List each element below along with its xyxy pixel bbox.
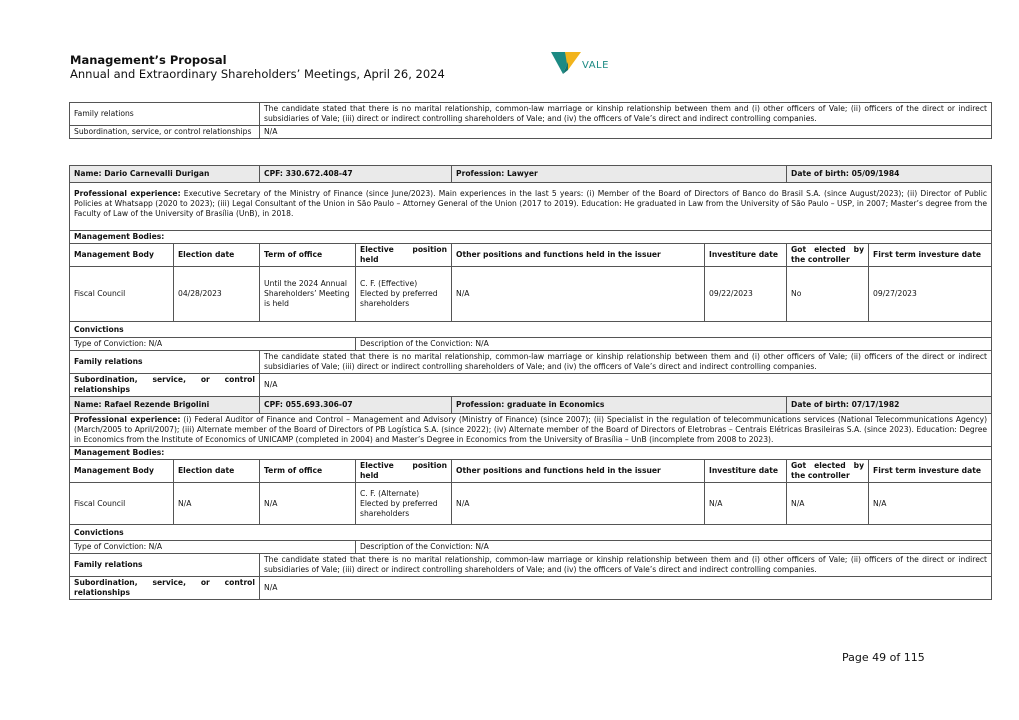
- col-elective-position: Elective position held: [356, 244, 452, 267]
- experience-text: Executive Secretary of the Ministry of Finance (since June/2023). Main experiences in the last 5 years: (i) Member of the Board of Directors of Banco do Brasil S.A. (since August/2023); (ii) Director of Public Policies at Whatsapp (2020 to 2023); (iii) Legal Consultant of the Union in São Paulo – Attorney General of the Union (2017 to 2019). Education: He graduated in Law from the University of São Paulo – USP, in 2007; Master’s degree from the Faculty of Law of the University of Brasília (UnB), in 2018.: [74, 189, 988, 218]
- col-term-of-office: Term of office: [260, 460, 356, 483]
- cell-term-of-office: N/A: [260, 483, 356, 525]
- family-relations-text: The candidate stated that there is no marital relationship, common-law marriage or kinship relationship between them and (i) other officers of Vale; (ii) officers of the direct or indirect subsidiaries of Vale; (iii) direct or indirect controlling shareholders of Vale; and (iv) the officers of Vale’s direct and indirect controlling companies.: [260, 103, 992, 126]
- table-row: [70, 103, 992, 126]
- col-election-date: Election date: [174, 460, 260, 483]
- experience-label: Professional experience:: [74, 415, 181, 424]
- col-first-term-date: First term investure date: [869, 460, 992, 483]
- cell-management-body: Fiscal Council: [70, 267, 174, 322]
- previous-candidate-table: [69, 102, 992, 139]
- convictions-row: [70, 322, 992, 338]
- document-header: [70, 53, 445, 81]
- subordination-value: N/A: [260, 126, 992, 139]
- candidate-name: Name: Dario Carnevalli Durigan: [70, 166, 260, 183]
- cell-election-date: 04/28/2023: [174, 267, 260, 322]
- candidate-dob: Date of birth: 05/09/1984: [787, 166, 992, 183]
- management-bodies-row: [70, 231, 992, 244]
- col-first-term-date: First term investure date: [869, 244, 992, 267]
- experience-row: [70, 414, 992, 447]
- convictions-label: Convictions: [70, 322, 992, 338]
- family-relations-row: [70, 554, 992, 577]
- candidate-header-row: [70, 397, 992, 414]
- cell-investiture-date: N/A: [705, 483, 787, 525]
- col-management-body: Management Body: [70, 244, 174, 267]
- candidate-cpf: CPF: 055.693.306-07: [260, 397, 452, 414]
- conviction-detail-row: [70, 338, 992, 351]
- management-bodies-row: [70, 447, 992, 460]
- table-row: [70, 267, 992, 322]
- management-bodies-label: Management Bodies:: [70, 447, 992, 460]
- convictions-label: Convictions: [70, 525, 992, 541]
- logo-text: VALE: [582, 60, 609, 71]
- conviction-description: Description of the Conviction: N/A: [356, 541, 992, 554]
- col-other-positions: Other positions and functions held in the issuer: [452, 244, 705, 267]
- subordination-label: Subordination, service, or control relationships: [70, 126, 260, 139]
- col-term-of-office: Term of office: [260, 244, 356, 267]
- cell-first-term-date: N/A: [869, 483, 992, 525]
- col-elected-by-controller: Got elected by the controller: [787, 460, 869, 483]
- document-subtitle: Annual and Extraordinary Shareholders’ Meetings, April 26, 2024: [70, 67, 445, 81]
- col-elected-by-controller: Got elected by the controller: [787, 244, 869, 267]
- management-bodies-label: Management Bodies:: [70, 231, 992, 244]
- family-relations-label: Family relations: [70, 351, 260, 374]
- col-other-positions: Other positions and functions held in the issuer: [452, 460, 705, 483]
- candidate-profession: Profession: graduate in Economics: [452, 397, 787, 414]
- candidate-cpf: CPF: 330.672.408-47: [260, 166, 452, 183]
- col-elective-position: Elective position held: [356, 460, 452, 483]
- cell-elective-position: C. F. (Alternate) Elected by preferred shareholders: [356, 483, 452, 525]
- vale-logo-icon: [551, 50, 581, 76]
- cell-management-body: Fiscal Council: [70, 483, 174, 525]
- cell-investiture-date: 09/22/2023: [705, 267, 787, 322]
- columns-header-row: [70, 460, 992, 483]
- document-title: Management’s Proposal: [70, 53, 227, 67]
- convictions-row: [70, 525, 992, 541]
- conviction-type: Type of Conviction: N/A: [70, 338, 356, 351]
- col-management-body: Management Body: [70, 460, 174, 483]
- candidate-header-row: [70, 166, 992, 183]
- family-relations-label: Family relations: [70, 554, 260, 577]
- candidate-dob: Date of birth: 07/17/1982: [787, 397, 992, 414]
- family-relations-label: Family relations: [70, 103, 260, 126]
- conviction-description: Description of the Conviction: N/A: [356, 338, 992, 351]
- subordination-value: N/A: [260, 374, 992, 397]
- col-investiture-date: Investiture date: [705, 460, 787, 483]
- professional-experience: [70, 183, 992, 231]
- table-row: [70, 483, 992, 525]
- cell-other-positions: N/A: [452, 483, 705, 525]
- cell-elective-position: C. F. (Effective) Elected by preferred shareholders: [356, 267, 452, 322]
- candidate-name: Name: Rafael Rezende Brigolini: [70, 397, 260, 414]
- columns-header-row: [70, 244, 992, 267]
- cell-other-positions: N/A: [452, 267, 705, 322]
- subordination-row: [70, 577, 992, 600]
- cell-term-of-office: Until the 2024 Annual Shareholders’ Meeting is held: [260, 267, 356, 322]
- candidate-profession: Profession: Lawyer: [452, 166, 787, 183]
- experience-label: Professional experience:: [74, 189, 181, 198]
- family-relations-text: The candidate stated that there is no marital relationship, common-law marriage or kinship relationship between them and (i) other officers of Vale; (ii) officers of the direct or indirect subsidiaries of Vale; (iii) direct or indirect controlling shareholders of Vale; and (iv) the officers of Vale’s direct and indirect controlling companies.: [260, 351, 992, 374]
- candidates-table: [69, 165, 992, 600]
- cell-first-term-date: 09/27/2023: [869, 267, 992, 322]
- conviction-detail-row: [70, 541, 992, 554]
- cell-elected-by-controller: No: [787, 267, 869, 322]
- subordination-label: Subordination, service, or control relationships: [70, 374, 260, 397]
- experience-row: [70, 183, 992, 231]
- cell-elected-by-controller: N/A: [787, 483, 869, 525]
- family-relations-text: The candidate stated that there is no marital relationship, common-law marriage or kinship relationship between them and (i) other officers of Vale; (ii) officers of the direct or indirect subsidiaries of Vale; (iii) direct or indirect controlling shareholders of Vale; and (iv) the officers of Vale’s direct and indirect controlling companies.: [260, 554, 992, 577]
- professional-experience: [70, 414, 992, 447]
- subordination-value: N/A: [260, 577, 992, 600]
- page-number: Page 49 of 115: [842, 651, 925, 664]
- table-row: [70, 126, 992, 139]
- col-investiture-date: Investiture date: [705, 244, 787, 267]
- cell-election-date: N/A: [174, 483, 260, 525]
- vale-logo: [551, 50, 621, 80]
- experience-text: (i) Federal Auditor of Finance and Control – Management and Advisory (Ministry of Finance) (since 2007); (ii) Specialist in the regulation of telecommunications services (National Telecommunications Agency) (March/2005 to April/2007); (iii) Alternate member of the Board of Directors of PB Logística S.A. (since 2022); (iv) Alternate member of the Board of Directors of Eletrobras – Centrais Elétricas Brasileiras S.A. (since 2023). Education: Degree in Economics from the Institute of Economics of UNICAMP (completed in 2004) and Master’s Degree in Economics from the University of Brasília – UnB (incomplete from 2008 to 2023).: [74, 415, 988, 444]
- col-election-date: Election date: [174, 244, 260, 267]
- subordination-label: Subordination, service, or control relationships: [70, 577, 260, 600]
- family-relations-row: [70, 351, 992, 374]
- conviction-type: Type of Conviction: N/A: [70, 541, 356, 554]
- subordination-row: [70, 374, 992, 397]
